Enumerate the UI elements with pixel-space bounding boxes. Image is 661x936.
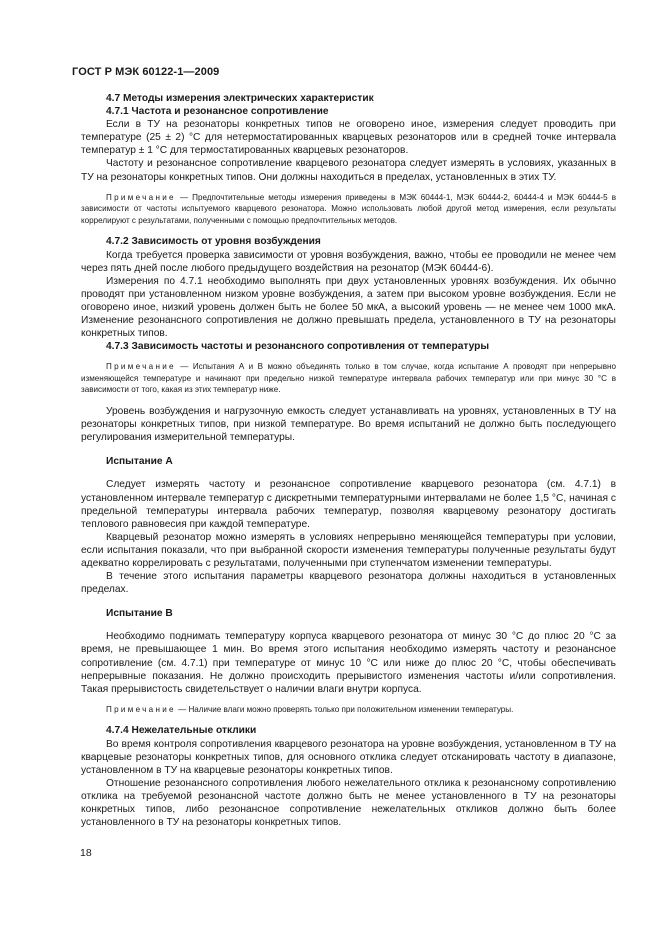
paragraph-4-7-2-b: Измерения по 4.7.1 необходимо выполнять при двух установленных уровнях возбуждения. Их обычно проводят при установленном низком уровне возбуждения, а затем при высоком уровне возбуждения. Если не оговорено иное, низкий уровень должен быть не более 50 мкА, а высокий уровень — не менее чем 1000 мкА. Изменение резонансного сопротивления не должно превышать предела, установленного в ТУ на резонаторы конкретных типов. xyxy=(81,275,616,340)
note-text: — Наличие влаги можно проверять только при положительном изменении температуры. xyxy=(175,704,514,714)
heading-4-7-2: 4.7.2 Зависимость от уровня возбуждения xyxy=(106,236,321,248)
paragraph-4-7-4-a: Во время контроля сопротивления кварцевого резонатора на уровне возбуждения, установленном в ТУ на кварцевые резонаторы конкретных типов, для основного отклика следует отсканировать частоту в диапазоне, установленном в ТУ на кварцевые резонаторы конкретных типов. xyxy=(81,738,616,776)
note-text: — Испытания А и В можно объединять только в том случае, когда испытание А проводят при непрерывно изменяющейся температуре и начинают при предельно низкой температуре интервала рабочих температур или при минус 30 °С в зависимости от того, какая из этих температур ниже. xyxy=(81,362,616,395)
heading-4-7-3: 4.7.3 Зависимость частоты и резонансного сопротивления от температуры xyxy=(106,341,490,353)
heading-4-7-1: 4.7.1 Частота и резонансное сопротивление xyxy=(106,106,329,118)
heading-4-7-4: 4.7.4 Нежелательные отклики xyxy=(106,725,257,737)
paragraph-4-7-1-b: Частоту и резонансное сопротивление кварцевого резонатора следует измерять в условиях, указанных в ТУ на резонаторы конкретных типов. Они должны находиться в пределах, установленных в этих ТУ. xyxy=(81,158,616,183)
running-header: ГОСТ Р МЭК 60122-1—2009 xyxy=(72,66,220,78)
paragraph-4-7-3-a: Уровень возбуждения и нагрузочную емкость следует устанавливать на уровнях, установленных в ТУ на резонаторы конкретных типов, при низкой температуре. Во время испытаний не должно быть последующего регулирования измерительной температуры. xyxy=(81,406,616,444)
paragraph-4-7-2-a: Когда требуется проверка зависимости от уровня возбуждения, важно, чтобы ее проводили не менее чем через пять дней после любого предыдущего воздействия на резонатор (МЭК 60444-6). xyxy=(81,249,616,274)
page-number: 18 xyxy=(80,847,92,859)
note-text: — Предпочтительные методы измерения приведены в МЭК 60444-1, МЭК 60444-2, 60444-4 и МЭК 60444-5 в зависимости от частоты испытуемого кварцевого резонатора. Можно использовать любой другой метод измерения, если результаты коррелируют с результатами, полученными с помощью предпочтительных методов. xyxy=(81,192,616,225)
note-label: Примечание xyxy=(106,192,176,202)
paragraph-test-a-1: Следует измерять частоту и резонансное сопротивление кварцевого резонатора (см. 4.7.1) в установленном интервале температур с дискретными температурными интервалами не более 1,5 °С, начиная с предельной температуры интервала рабочих температур, позволяя кварцевому резонатору достигать теплового равновесия при каждой температуре. xyxy=(81,479,616,530)
note-4-7-1 xyxy=(81,192,616,227)
paragraph-4-7-1-a: Если в ТУ на резонаторы конкретных типов не оговорено иное, измерения следует проводить при температуре (25 ± 2) °С для нетермостатированных кварцевых резонаторов или в средней точке интервала температур ± 1 °С для термостатированных кварцевых резонаторов. xyxy=(81,119,616,157)
test-b-title: Испытание В xyxy=(106,608,173,620)
note-label: Примечание xyxy=(106,362,176,372)
page-body xyxy=(81,92,616,829)
paragraph-test-a-2: Кварцевый резонатор можно измерять в условиях непрерывно меняющейся температуры при условии, если испытания показали, что при выбранной скорости изменения температуры полученные результаты будут адекватно коррелировать с результатами, полученными при ступенчатом изменении температуры. xyxy=(81,531,616,569)
note-test-b xyxy=(81,704,616,716)
heading-4-7: 4.7 Методы измерения электрических характеристик xyxy=(106,93,374,104)
note-label: Примечание xyxy=(106,704,176,714)
paragraph-test-a-3: В течение этого испытания параметры кварцевого резонатора должны находиться в установленных пределах. xyxy=(81,571,616,596)
test-a-title: Испытание А xyxy=(106,456,173,468)
note-4-7-3 xyxy=(81,361,616,396)
paragraph-test-b-1: Необходимо поднимать температуру корпуса кварцевого резонатора от минус 30 °С до плюс 20 °С за время, не превышающее 1 мин. Во время этого испытания необходимо измерять частоту и резонансное сопротивление (см. 4.7.1) при температуре от минус 10 °С или ниже до плюс 20 °С, чтобы обеспечивать непрерывные показания. Не должно происходить прерывистого изменения частоты и/или сопротивления. Такая прерывистость свидетельствует о наличии влаги внутри корпуса. xyxy=(81,631,616,695)
paragraph-4-7-4-b: Отношение резонансного сопротивления любого нежелательного отклика к резонансному сопротивлению отклика на требуемой резонансной частоте должно быть не менее установленного в ТУ на резонаторы конкретных типов, либо резонансное сопротивление нежелательных откликов должно быть более установленного в ТУ на резонаторы конкретных типов. xyxy=(81,777,616,829)
